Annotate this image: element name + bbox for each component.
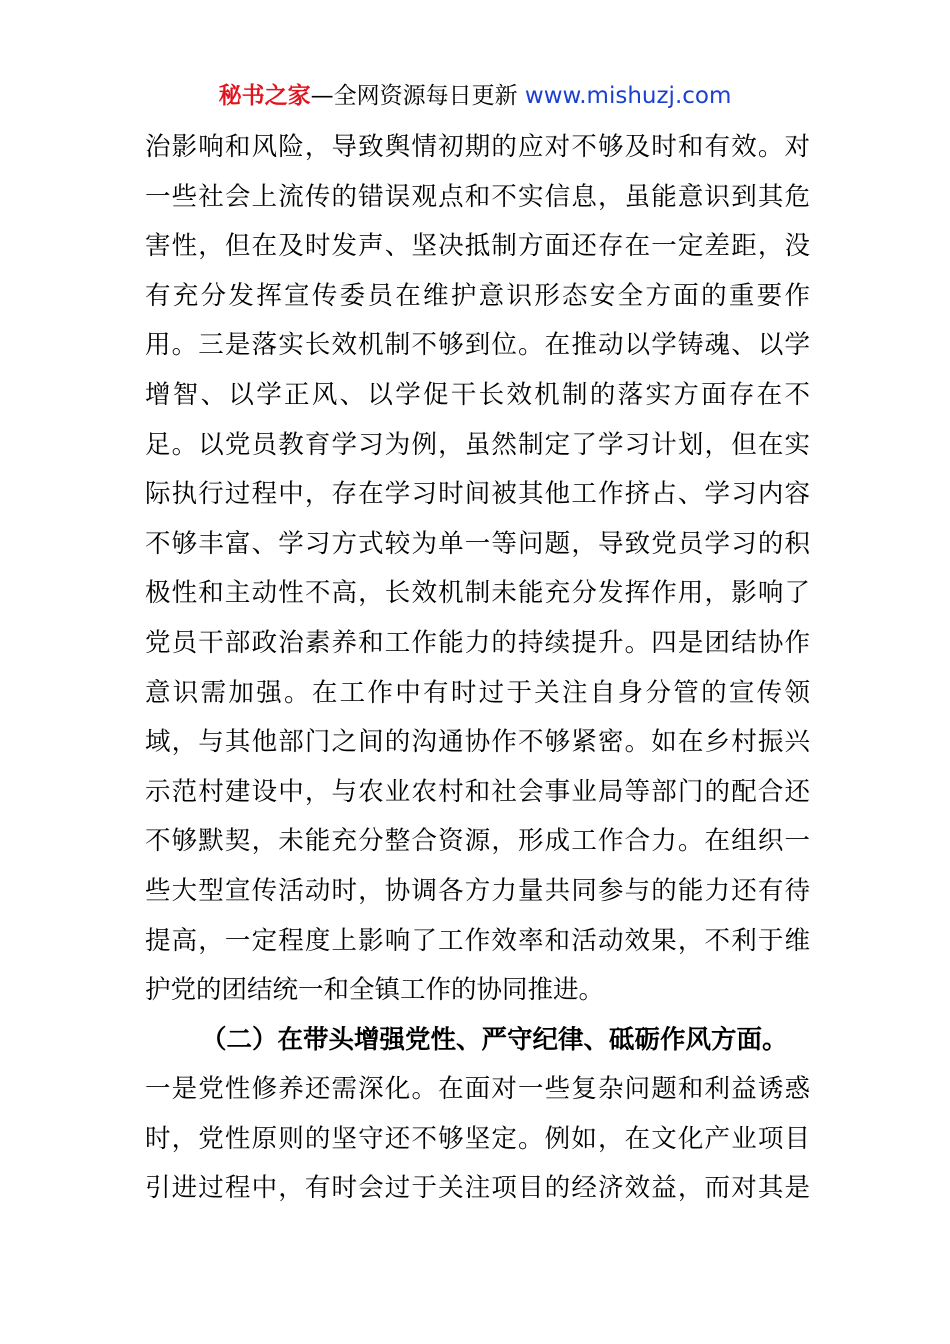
paragraph-line: 护党的团结统一和全镇工作的协同推进。 — [145, 975, 605, 1006]
paragraph-line: 引进过程中，有时会过于关注项目的经济效益，而对其是 — [145, 1173, 810, 1204]
header-brand: 秘书之家 — [218, 83, 311, 109]
watermark-header — [0, 80, 950, 112]
paragraph-line: 际执行过程中，存在学习时间被其他工作挤占、学习内容 — [145, 479, 810, 510]
document-body — [145, 123, 810, 1214]
paragraph-line: 治影响和风险，导致舆情初期的应对不够及时和有效。对 — [145, 132, 810, 162]
paragraph-line: 一些社会上流传的错误观点和不实信息，虽能意识到其危 — [145, 181, 810, 212]
section-heading: （二）在带头增强党性、严守纪律、砥砺作风方面。 — [201, 1024, 788, 1055]
paragraph-line: 极性和主动性不高，长效机制未能充分发挥作用，影响了 — [145, 578, 810, 609]
paragraph-line: 有充分发挥宣传委员在维护意识形态安全方面的重要作 — [145, 280, 810, 311]
header-tagline: —全网资源每日更新 — [310, 83, 525, 109]
paragraph-line: 意识需加强。在工作中有时过于关注自身分管的宣传领 — [145, 677, 810, 708]
paragraph-line: 用。三是落实长效机制不够到位。在推动以学铸魂、以学 — [145, 330, 810, 361]
paragraph-line: 提高，一定程度上影响了工作效率和活动效果，不利于维 — [145, 925, 810, 956]
header-site-url[interactable]: www.mishuzj.com — [524, 83, 732, 109]
paragraph-line: 时，党性原则的坚守还不够坚定。例如，在文化产业项目 — [145, 1123, 810, 1154]
paragraph-line: 示范村建设中，与农业农村和社会事业局等部门的配合还 — [145, 776, 810, 807]
paragraph-line: 不够默契，未能充分整合资源，形成工作合力。在组织一 — [145, 826, 810, 857]
paragraph-line: 增智、以学正风、以学促干长效机制的落实方面存在不 — [145, 379, 810, 410]
paragraph-line: 足。以党员教育学习为例，虽然制定了学习计划，但在实 — [145, 429, 810, 460]
paragraph-line: 党员干部政治素养和工作能力的持续提升。四是团结协作 — [145, 627, 810, 658]
paragraph-line: 害性，但在及时发声、坚决抵制方面还存在一定差距，没 — [145, 231, 810, 262]
paragraph-line: 些大型宣传活动时，协调各方力量共同参与的能力还有待 — [145, 875, 810, 906]
paragraph-line: 不够丰富、学习方式较为单一等问题，导致党员学习的积 — [145, 528, 810, 559]
paragraph-line: 一是党性修养还需深化。在面对一些复杂问题和利益诱惑 — [145, 1074, 810, 1105]
paragraph-line: 域，与其他部门之间的沟通协作不够紧密。如在乡村振兴 — [145, 727, 810, 758]
